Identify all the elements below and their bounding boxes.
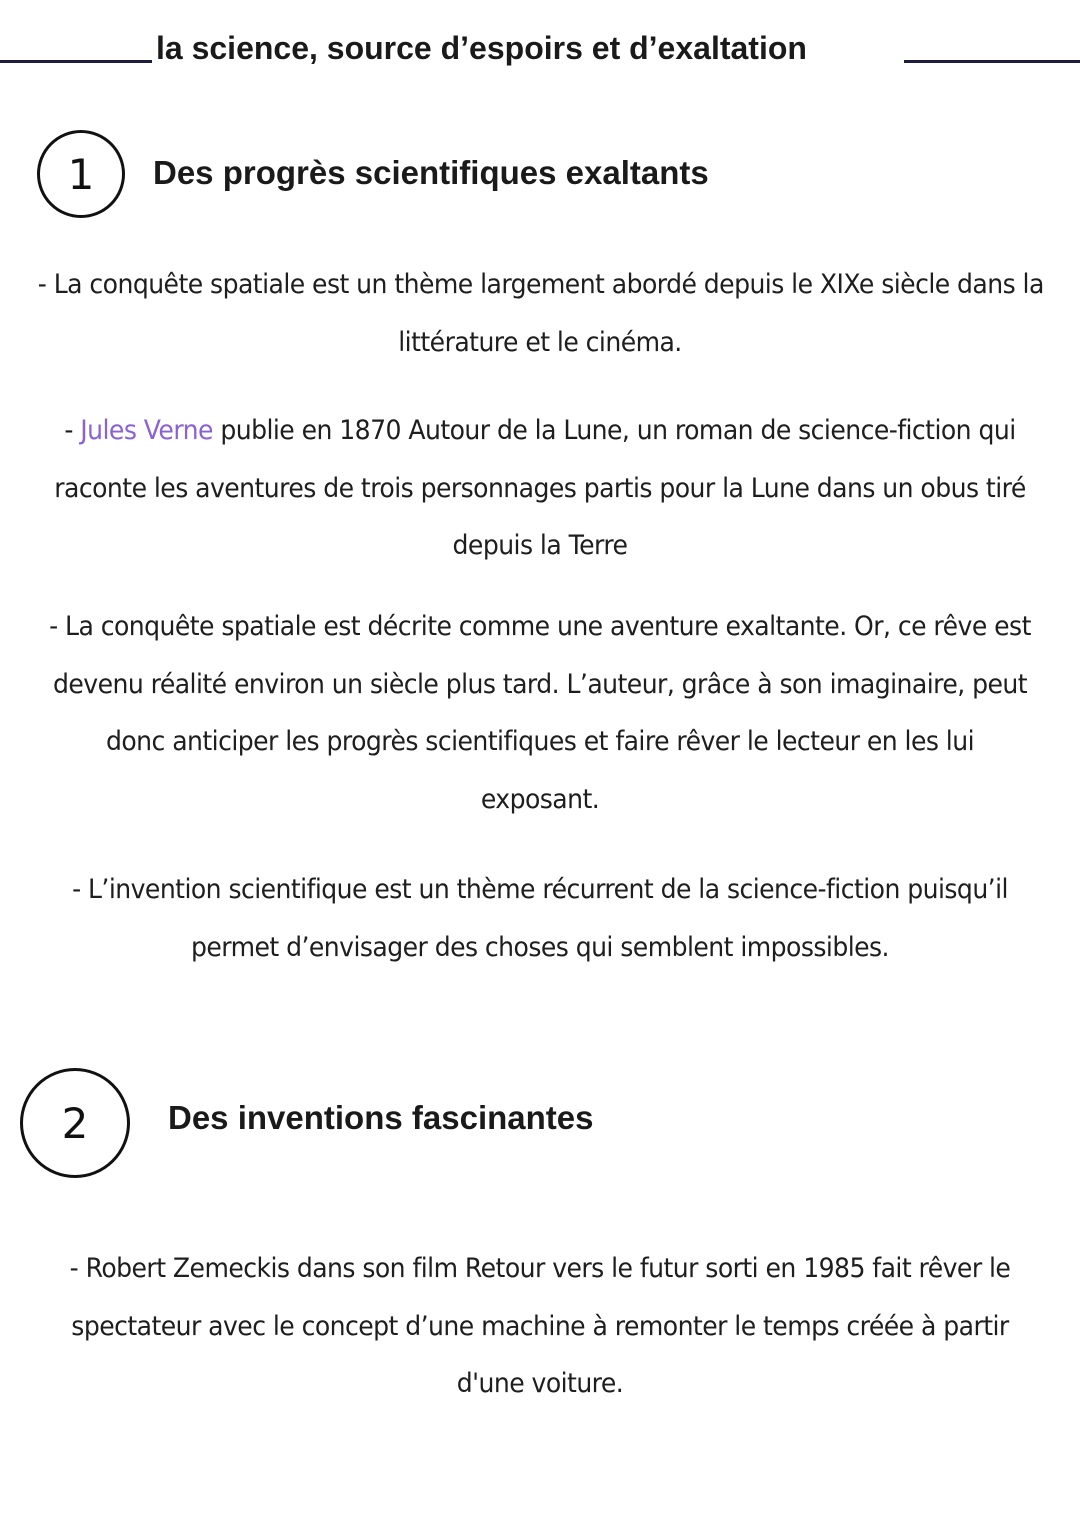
paragraph-line: littérature et le cinéma.: [398, 326, 682, 358]
paragraph-line: - La conquête spatiale est décrite comme une aventure exaltante. Or, ce rêve est: [49, 611, 1031, 642]
paragraph-line: - Robert Zemeckis dans son film Retour vers le futur sorti en 1985 fait rêver le: [69, 1253, 1011, 1284]
paragraph-line: donc anticiper les progrès scientifiques et faire rêver le lecteur en les lui: [105, 726, 975, 757]
paragraph-jules-verne: [38, 402, 1042, 575]
paragraph-line: spectateur avec le concept d’une machine à remonter le temps créée à partir: [71, 1310, 1009, 1342]
paragraph-line: raconte les aventures de trois personnages partis pour la Lune dans un obus tiré: [54, 472, 1026, 504]
paragraph-dream-reality: [38, 598, 1042, 828]
page-title: la science, source d’espoirs et d’exaltation: [156, 30, 807, 66]
paragraph-line: - L’invention scientifique est un thème récurrent de la science-fiction puisqu’il: [72, 874, 1008, 905]
paragraph-line: depuis la Terre: [452, 530, 628, 561]
header-rule-right: [904, 60, 1080, 63]
section-number-circle: 1: [37, 130, 125, 218]
paragraph-line: - La conquête spatiale est un thème largement abordé depuis le XIXe siècle dans la: [37, 269, 1044, 300]
paragraph-line: exposant.: [480, 783, 600, 815]
section-title: Des inventions fascinantes: [168, 1099, 594, 1136]
paragraph-line: devenu réalité environ un siècle plus tard. L’auteur, grâce à son imaginaire, peut: [53, 668, 1027, 700]
paragraph-space-conquest: [38, 256, 1042, 371]
paragraph-line: [38, 402, 1042, 460]
line-rest: publie en 1870 Autour de la Lune, un roman de science-fiction qui: [212, 415, 1016, 446]
dash: -: [64, 415, 81, 446]
paragraph-line: permet d’envisager des choses qui semblent impossibles.: [191, 931, 889, 963]
paragraph-back-to-the-future: [38, 1240, 1042, 1413]
paragraph-invention: [38, 861, 1042, 976]
highlighted-author-name: Jules Verne: [80, 415, 213, 446]
page-header: [0, 28, 1080, 78]
paragraph-line: d'une voiture.: [456, 1368, 624, 1399]
header-rule-left: [0, 60, 152, 63]
section-title: Des progrès scientifiques exaltants: [153, 154, 709, 191]
section-number-circle: 2: [20, 1068, 130, 1178]
